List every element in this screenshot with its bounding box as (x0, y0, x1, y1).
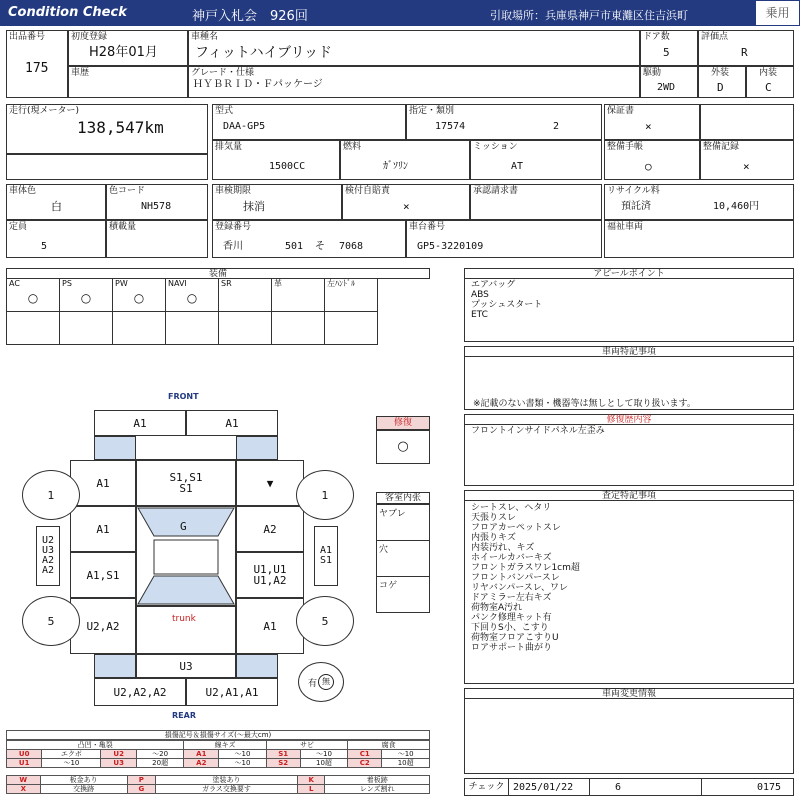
zone-rear-panel: U3 (136, 654, 236, 678)
legend-title: 損傷記号＆損傷サイズ(〜最大cm) (6, 730, 430, 740)
sunroof-outline (154, 540, 218, 574)
legend-desc: 〜10 (382, 750, 430, 759)
bumper-front-center (136, 436, 236, 460)
equipment-blank (112, 311, 166, 345)
zone-hood-left: A1 (70, 460, 136, 506)
reg-number-cell (212, 220, 406, 258)
color-code-label: 色コード (109, 186, 146, 196)
appeal-lines: エアバッグ ABS プッシュスタート ETC (471, 280, 543, 320)
legend-table (6, 740, 430, 768)
equipment-blank (59, 311, 113, 345)
equipment-blank (324, 311, 378, 345)
zone-front-right-corner (236, 436, 278, 460)
check-divider-2 (701, 779, 702, 795)
legend-desc: ガラス交換要す (156, 785, 298, 794)
lot-number-cell (6, 30, 68, 98)
check-count: 6 (615, 782, 622, 793)
classification: 2 (553, 121, 560, 132)
equipment-grid (6, 278, 430, 346)
color-cell (6, 184, 106, 220)
legend-desc: 〜10 (42, 759, 101, 768)
displacement: 1500CC (269, 161, 306, 172)
repair-label (376, 416, 430, 430)
cabin-item: ヤブレ (376, 504, 430, 541)
legend-desc: 〜10 (219, 750, 267, 759)
cabin-item: 穴 (376, 540, 430, 577)
model-label: 型式 (215, 106, 234, 116)
lot-number-label: 出品番号 (9, 32, 46, 42)
grade: ＨＹＢＲＩＤ・Ｆパッケージ (193, 79, 323, 90)
repair-mark: ○ (397, 439, 409, 454)
cabin-box (376, 504, 430, 614)
repair-content-title: 修復歴内容 (464, 414, 794, 425)
legend-code: U0 (7, 750, 42, 759)
repair-mark-box (376, 430, 430, 464)
chassis-cell (406, 220, 602, 258)
zone-front-left-corner (94, 436, 136, 460)
equipment-blank (271, 311, 325, 345)
doors-cell (640, 30, 698, 66)
recycle-cell (604, 184, 794, 220)
rating-label: 評価点 (701, 32, 729, 42)
car-name: フィットハイブリッド (195, 45, 333, 61)
warranty-cell (604, 104, 700, 140)
tire-rr-value: 5 (321, 614, 329, 628)
repair-content-box (464, 424, 794, 486)
recycle-label: リサイクル料 (607, 186, 660, 196)
load-label: 積載量 (109, 222, 137, 232)
legend-desc: 交換跡 (40, 785, 127, 794)
zone-bumper-rear-right: U2,A1,A1 (186, 678, 278, 706)
mileage-cell (6, 104, 208, 154)
legend-code: U1 (7, 759, 42, 768)
car-name-cell (188, 30, 640, 66)
load-cell (106, 220, 208, 258)
legend-desc: 着板跡 (325, 776, 430, 785)
tire-rear-left (22, 596, 80, 646)
equipment-name: 革 (274, 279, 282, 288)
inspection: 抹消 (243, 200, 265, 213)
service-record: × (743, 160, 750, 173)
spare-label: 有 (307, 678, 317, 689)
service-book: ○ (645, 160, 652, 173)
inspection-label: 車検期限 (215, 186, 252, 196)
reg-class: 501 (285, 241, 304, 252)
legend-code: S1 (266, 750, 300, 759)
equipment-item (324, 278, 378, 312)
equipment-name: 左ﾊﾝﾄﾞﾙ (327, 279, 355, 288)
history-label: 車歴 (71, 68, 90, 78)
equipment-mark: ○ (80, 291, 92, 305)
pickup-location: 引取場所：兵庫県神戸市東灘区住吉浜町 (490, 9, 688, 22)
interior-cell (746, 66, 794, 98)
recycle-status: 預託済 (621, 201, 651, 212)
change-info-title: 車両変更情報 (464, 688, 794, 699)
legend-desc: エクボ (42, 750, 101, 759)
reg-kana: そ (315, 241, 325, 252)
chassis: GP5-3220109 (417, 241, 484, 252)
drive-label: 駆動 (643, 68, 662, 78)
reg-number-label: 登録番号 (215, 222, 252, 232)
check-divider (589, 779, 590, 795)
zone-fender-right: A2 (236, 506, 304, 552)
appeal-title: アピールポイント (464, 268, 794, 279)
designation-cell (406, 104, 602, 140)
self-inspection-label: 検付自賠責 (345, 186, 391, 196)
appeal-box (464, 278, 794, 342)
interior-label: 内装 (759, 68, 778, 78)
zone-roof-label: G (180, 520, 187, 533)
reg-area: 香川 (223, 241, 243, 252)
capacity: 5 (41, 241, 48, 252)
legend-code: P (127, 776, 155, 785)
inspection-notes-title: 査定特記事項 (464, 490, 794, 501)
mileage: 138,547km (77, 118, 164, 137)
legend-header: 凸凹・亀裂 (7, 741, 184, 750)
check-code: 0175 (757, 782, 782, 793)
interior: C (765, 81, 772, 94)
equipment-name: PW (115, 279, 128, 288)
reg-num: 7068 (339, 241, 364, 252)
zone-rear-left-corner (94, 654, 136, 678)
cabin-item: コゲ (376, 576, 430, 613)
legend-code: C2 (348, 759, 382, 768)
legend-code: G (127, 785, 155, 794)
inspection-cell (212, 184, 342, 220)
self-inspection-cell (342, 184, 470, 220)
color: 白 (51, 200, 62, 213)
category-cell (755, 0, 800, 26)
legend-header: 腐食 (348, 741, 430, 750)
check-label (465, 779, 509, 795)
equipment-item (112, 278, 166, 312)
fuel-label: 燃料 (343, 142, 362, 152)
capacity-cell (6, 220, 106, 258)
approval-label: 承認請求書 (473, 186, 519, 196)
fuel: ｶﾞｿﾘﾝ (383, 161, 408, 172)
check-date: 2025/01/22 (513, 782, 574, 793)
legend-code: C1 (348, 750, 382, 759)
equipment-title: 装備 (6, 268, 430, 279)
warranty: × (645, 120, 652, 133)
rating: R (741, 46, 748, 59)
zone-fender-left: A1 (70, 506, 136, 552)
special-box (464, 356, 794, 410)
windshield-rear (138, 576, 234, 604)
approval-cell (470, 184, 602, 220)
grade-cell (188, 66, 640, 98)
welfare-label: 福祉車両 (607, 222, 644, 232)
header-bar (0, 0, 800, 26)
zone-door-right: U1,U1 U1,A2 (236, 552, 304, 598)
mileage-blank (6, 154, 208, 180)
special-note: ※記載のない書類・機器等は無しとして取り扱います。 (473, 399, 696, 409)
service-record-label: 整備記録 (703, 142, 740, 152)
special-title: 車両特記事項 (464, 346, 794, 357)
legend-code: A2 (184, 759, 219, 768)
inspection-notes-lines: シートスレ、ヘタリ 天張りスレ フロアカーペットスレ 内張りキズ 内装汚れ、キズ ホイールカバーキズ フロントガラスワレ1cm超 フロントバンパースレ リヤバンパースレ、ワレ ドアミラー左右キズ 荷物室A汚れ パンク修理キット有 下回りS小、こすり 荷物室フロアこすりU ロアサポート曲がり (471, 503, 580, 653)
service-book-label: 整備手帳 (607, 142, 644, 152)
exterior-label: 外装 (711, 68, 730, 78)
fuel-cell (340, 140, 470, 180)
equipment-name: SR (221, 279, 232, 288)
zone-door-left: A1,S1 (70, 552, 136, 598)
equipment-blank (218, 311, 272, 345)
self-inspection: × (403, 200, 410, 213)
tire-front-right (296, 470, 354, 520)
legend-code: S2 (266, 759, 300, 768)
transmission: AT (511, 161, 524, 172)
equipment-item (59, 278, 113, 312)
tire-front-left (22, 470, 80, 520)
zone-side-left: U2 U3 A2 A2 (36, 526, 60, 586)
cabin-title: 客室内张 (376, 492, 430, 504)
spare-mark-text: 無 (322, 677, 330, 686)
tire-fr-value: 1 (321, 488, 329, 502)
logo: Condition Check (8, 5, 127, 20)
legend-desc: 10超 (382, 759, 430, 768)
zone-hood-center: S1,S1 S1 (136, 460, 236, 506)
service-book-cell (604, 140, 700, 180)
mileage-label: 走行(現メーター) (9, 106, 80, 116)
legend-desc: 20超 (136, 759, 184, 768)
color-code-cell (106, 184, 208, 220)
check-row (464, 778, 794, 796)
equipment-mark: ○ (133, 291, 145, 305)
welfare-cell (604, 220, 794, 258)
zone-side-right: A1 S1 (314, 526, 338, 586)
legend-desc: 〜10 (219, 759, 267, 768)
exterior: D (717, 81, 724, 94)
zone-quarter-left: U2,A2 (70, 598, 136, 654)
drive: 2WD (657, 82, 676, 93)
inspection-notes-box (464, 500, 794, 684)
transmission-label: ミッション (473, 142, 518, 152)
repair-label-text: 修復 (393, 418, 412, 428)
model: DAA-GP5 (223, 121, 266, 132)
tire-fl-value: 1 (47, 488, 55, 502)
tire-rear-right (296, 596, 354, 646)
legend-code: U3 (101, 759, 136, 768)
equipment-name: NAVI (168, 279, 187, 288)
service-record-cell (700, 140, 794, 180)
repair-content: フロントインサイドパネル左歪み (471, 426, 605, 436)
drive-cell (640, 66, 698, 98)
auction-title: 神戸入札会 926回 (192, 9, 308, 24)
capacity-label: 定員 (9, 222, 28, 232)
equipment-blank (6, 311, 60, 345)
chassis-label: 車台番号 (409, 222, 446, 232)
legend-code: L (297, 785, 325, 794)
zone-hood-right: ▼ (236, 460, 304, 506)
spare-tire (298, 662, 344, 702)
legend-desc: レンズ割れ (325, 785, 430, 794)
legend-desc: 〜20 (136, 750, 184, 759)
rating-cell (698, 30, 794, 66)
legend-code: K (297, 776, 325, 785)
history-cell (68, 66, 188, 98)
equipment-mark: ○ (27, 291, 39, 305)
first-reg-label: 初度登録 (71, 32, 108, 42)
transmission-cell (470, 140, 602, 180)
legend-code: X (7, 785, 41, 794)
spare-mark (318, 674, 334, 690)
designation-label: 指定・類別 (409, 106, 455, 116)
color-code: NH578 (141, 201, 172, 212)
legend-desc: 板金あり (40, 776, 127, 785)
zone-rear-right-corner (236, 654, 278, 678)
legend-code: W (7, 776, 41, 785)
legend-desc: 塗装あり (156, 776, 298, 785)
zone-front-right: A1 (186, 410, 278, 436)
legend-table-2 (6, 775, 430, 794)
trunk-label: trunk (172, 614, 196, 624)
equipment-mark: ○ (186, 291, 198, 305)
equipment-item (165, 278, 219, 312)
rear-label: REAR (172, 711, 196, 720)
legend-desc: 10超 (300, 759, 348, 768)
legend-desc: 〜10 (300, 750, 348, 759)
change-info-box (464, 698, 794, 774)
displacement-cell (212, 140, 340, 180)
grade-label: グレード・仕様 (191, 68, 255, 78)
category-text: 乗用 (765, 6, 790, 20)
equipment-item (218, 278, 272, 312)
recycle-fee: 10,460円 (713, 201, 760, 212)
tire-rl-value: 5 (47, 614, 55, 628)
legend-code: A1 (184, 750, 219, 759)
model-cell (212, 104, 406, 140)
first-reg: H28年01月 (89, 45, 158, 60)
legend-code: U2 (101, 750, 136, 759)
designation: 17574 (435, 121, 466, 132)
warranty-label: 保証書 (607, 106, 635, 116)
legend-header: 線キズ (184, 741, 266, 750)
front-label: FRONT (168, 392, 199, 401)
car-name-label: 車種名 (191, 32, 219, 42)
equipment-blank (165, 311, 219, 345)
warranty-blank (700, 104, 794, 140)
legend-header: サビ (266, 741, 347, 750)
equipment-item (271, 278, 325, 312)
equipment-item (6, 278, 60, 312)
lot-number: 175 (25, 61, 49, 76)
zone-front-left: A1 (94, 410, 186, 436)
doors: 5 (663, 46, 670, 59)
exterior-cell (698, 66, 746, 98)
zone-bumper-rear-left: U2,A2,A2 (94, 678, 186, 706)
doors-label: ドア数 (643, 32, 670, 42)
check-label-text: チェック (468, 782, 505, 792)
color-label: 車体色 (9, 186, 37, 196)
displacement-label: 排気量 (215, 142, 243, 152)
equipment-name: AC (9, 279, 20, 288)
zone-quarter-right: A1 (236, 598, 304, 654)
equipment-name: PS (62, 279, 72, 288)
first-reg-cell (68, 30, 188, 66)
